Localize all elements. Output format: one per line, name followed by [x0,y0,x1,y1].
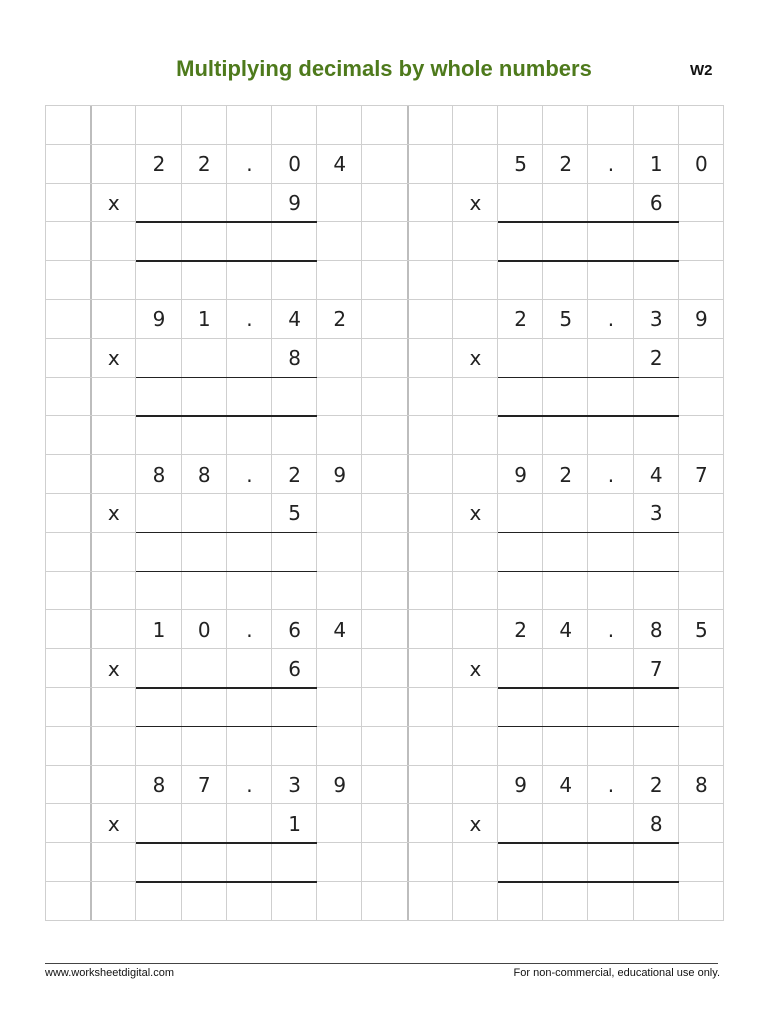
problem-digit: 0 [197,617,211,642]
worksheet-grid [45,105,724,921]
grid-row-line [46,920,724,921]
multiply-sign: x [107,190,120,215]
answer-rule [498,221,679,223]
multiply-sign: x [107,346,120,371]
problem-digit: 0 [695,152,708,177]
footer-website: www.worksheetdigital.com [45,967,174,979]
problem-digit: 8 [197,462,211,487]
problem-digit: 4 [649,462,663,487]
problem-digit: . [607,772,615,797]
problem-digit: 8 [152,772,166,797]
answer-rule [498,687,679,689]
problem-multiplier: 8 [288,346,301,371]
answer-rule [136,221,317,223]
problem-digit: 0 [288,152,301,177]
answer-rule [136,571,317,573]
problem-digit: 8 [695,772,708,797]
problem-digit: 5 [514,152,527,177]
problem-digit: . [246,462,253,487]
problem-digit: 2 [333,307,347,332]
problem-digit: 6 [288,617,301,642]
problem-digit: 4 [288,307,301,332]
problem-multiplier: 6 [649,190,663,215]
grid-col-line [407,106,409,921]
footer-notice: For non-commercial, educational use only. [513,967,720,979]
problem-multiplier: 6 [288,656,301,681]
answer-rule [498,881,679,883]
problem-digit: 2 [288,462,301,487]
problem-digit: 2 [197,152,211,177]
answer-rule [498,415,679,417]
problem-digit: 1 [649,152,663,177]
problem-digit: 2 [559,462,573,487]
answer-rule [498,571,679,573]
problem-digit: 2 [514,617,527,642]
answer-rule [136,687,317,689]
problem-digit: . [246,152,253,177]
answer-rule [136,377,317,379]
answer-rule [136,260,317,262]
answer-rule [498,532,679,534]
problem-digit: 3 [288,772,301,797]
problem-digit: 5 [695,617,708,642]
answer-rule [498,842,679,844]
multiply-sign: x [107,811,120,836]
answer-rule [136,415,317,417]
problem-digit: 2 [559,152,573,177]
multiply-sign: x [469,811,482,836]
problem-digit: 7 [197,772,211,797]
problem-multiplier: 2 [649,346,663,371]
problem-digit: 9 [514,772,527,797]
problem-multiplier: 9 [288,190,301,215]
problem-digit: . [246,307,253,332]
problem-digit: 1 [152,617,166,642]
problem-digit: 1 [197,307,211,332]
problem-digit: . [607,462,615,487]
problem-digit: 4 [559,772,573,797]
problem-digit: 7 [695,462,708,487]
answer-rule [498,726,679,728]
problem-digit: . [246,772,253,797]
problem-digit: 4 [333,152,347,177]
footer-divider [45,963,718,964]
problem-digit: 2 [152,152,166,177]
worksheet-code: W2 [690,62,713,79]
problem-digit: . [607,617,615,642]
multiply-sign: x [469,346,482,371]
problem-digit: 8 [649,617,663,642]
multiply-sign: x [107,656,120,681]
answer-rule [498,377,679,379]
problem-multiplier: 3 [649,501,663,526]
answer-rule [136,842,317,844]
answer-rule [136,532,317,534]
multiply-sign: x [469,656,482,681]
problem-digit: 2 [514,307,527,332]
problem-digit: 9 [333,462,347,487]
answer-rule [136,726,317,728]
problem-multiplier: 7 [649,656,663,681]
problem-digit: . [607,307,615,332]
answer-rule [136,881,317,883]
problem-digit: 9 [695,307,708,332]
page-title: Multiplying decimals by whole numbers [176,56,592,81]
problem-digit: 2 [649,772,663,797]
answer-rule [498,260,679,262]
problem-digit: 4 [559,617,573,642]
problem-multiplier: 8 [649,811,663,836]
multiply-sign: x [107,501,120,526]
problem-digit: 3 [649,307,663,332]
problem-multiplier: 5 [288,501,301,526]
problem-digit: 8 [152,462,166,487]
problem-digit: 9 [152,307,166,332]
multiply-sign: x [469,501,482,526]
problem-digit: 5 [559,307,573,332]
problem-digit: 9 [514,462,527,487]
problem-digit: . [607,152,615,177]
problem-digit: 9 [333,772,347,797]
multiply-sign: x [469,190,482,215]
problem-digit: 4 [333,617,347,642]
problem-digit: . [246,617,253,642]
problem-multiplier: 1 [288,811,301,836]
